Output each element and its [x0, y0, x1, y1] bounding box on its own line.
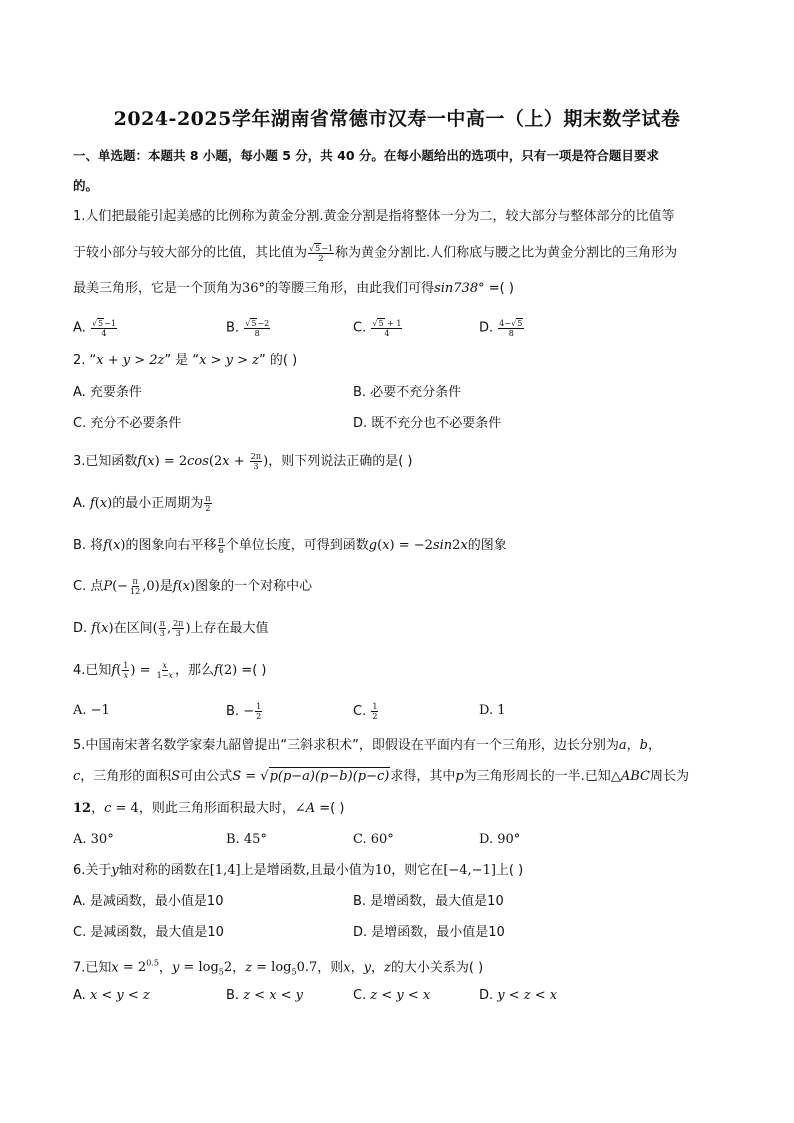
q5-line1: 5.中国南宋著名数学家秦九韶曾提出“三斜求积术”，即假设在平面内有一个三角形，边长分别为a，b，	[73, 738, 661, 753]
q7-option-b: B. z < x < y	[226, 988, 304, 1003]
q1-line1: 1.人们把最能引起美感的比例称为黄金分割.黄金分割是指将整体一分为二，较大部分与整体部分的比值等	[73, 209, 675, 224]
q1-option-b: B. $\frac{√5-2}{8}$	[226, 319, 270, 338]
q5-option-b: B. 45°	[226, 832, 267, 847]
q6-stem: 6.关于y轴对称的函数在[1,4]上是增函数,且最小值为10，则它在[−4,−1]上( )	[73, 863, 524, 878]
page-title: 2024-2025学年湖南省常德市汉寿一中高一（上）期末数学试卷	[113, 108, 681, 130]
q4-stem: 4.已知f( $\frac{1}{x}$ ) = $\frac{x}{1-x}$ ，那么f(2) =( )	[73, 661, 267, 680]
q1-line3: 最美三角形，它是一个顶角为36°的等腰三角形，由此我们可得sin738° =( )	[73, 281, 514, 296]
q5-line2: c，三角形的面积S可由公式S = √p(p−a)(p−b)(p−c)求得，其中p为三角形周长的一半.已知△ABC周长为	[73, 769, 689, 784]
q1-line2: 于较小部分与较大部分的比值，其比值为 $\frac{√5-1}{2}$ 称为黄金分割比.人们称底与腰之比为黄金分割比的三角形为	[73, 244, 678, 263]
q6-option-c: C. 是减函数，最大值是10	[73, 925, 224, 940]
q5-option-d: D. 90°	[479, 832, 521, 847]
q3-option-b: B. 将f(x)的图象向右平移 $\frac{\pi}{6}$ 个单位长度，可得到函数g(x) = −2sin2x的图象	[73, 536, 507, 555]
golden-ratio-fraction: $\frac{√5-1}{2}$	[309, 244, 334, 263]
q2-option-d: D. 既不充分也不必要条件	[353, 416, 502, 431]
q3-stem: 3.已知函数f(x) = 2cos(2x + $\frac{2\pi}{3}$ )，则下列说法正确的是( )	[73, 452, 413, 471]
q7-option-d: D. y < z < x	[479, 988, 558, 1003]
q4-option-b: B. − $\frac{1}{2}$	[226, 702, 262, 721]
q1-option-a: A. $\frac{√5-1}{4}$	[73, 319, 116, 338]
q2-option-b: B. 必要不充分条件	[353, 385, 462, 400]
q4-option-c: C. $\frac{1}{2}$	[353, 702, 378, 721]
q4-option-d: D. 1	[479, 703, 506, 718]
q5-option-c: C. 60°	[353, 832, 394, 847]
q2-option-c: C. 充分不必要条件	[73, 416, 182, 431]
q3-option-c: C. 点P(− $\frac{\pi}{12}$ ,0)是f(x)图象的一个对称中心	[73, 577, 313, 596]
q1-option-c: C. $\frac{√5 + 1}{4}$	[353, 319, 402, 338]
q6-option-a: A. 是减函数，最小值是10	[73, 894, 224, 909]
q5-line3: 12，c = 4，则此三角形面积最大时，∠A =( )	[73, 801, 345, 816]
q5-option-a: A. 30°	[73, 832, 114, 847]
q3-option-a: A. f(x)的最小正周期为 $\frac{\pi}{2}$	[73, 494, 211, 513]
q7-stem: 7.已知$x = 2^{0.5}$，$y = \log_52$，$z = \log_50.7$，则x，y，z的大小关系为( )	[73, 959, 484, 977]
q6-option-d: D. 是增函数，最小值是10	[353, 925, 505, 940]
q7-option-c: C. z < y < x	[353, 988, 431, 1003]
section-instructions-line2: 的。	[73, 178, 99, 193]
q6-option-b: B. 是增函数，最大值是10	[353, 894, 504, 909]
q2-option-a: A. 充要条件	[73, 385, 142, 400]
q7-option-a: A. x < y < z	[73, 988, 150, 1003]
section-instructions-line1: 一、单选题：本题共 8 小题，每小题 5 分，共 40 分。在每小题给出的选项中，只有一项是符合题目要求	[73, 148, 659, 163]
q2-stem: 2. “x + y > 2z” 是 “x > y > z” 的( )	[73, 353, 298, 368]
q3-option-d: D. f(x)在区间( $\frac{\pi}{3}$ , $\frac{2\pi}{3}$ )上存在最大值	[73, 619, 269, 638]
q1-option-d: D. $\frac{4-√5}{8}$	[479, 319, 523, 338]
q4-option-a: A. −1	[73, 703, 110, 718]
